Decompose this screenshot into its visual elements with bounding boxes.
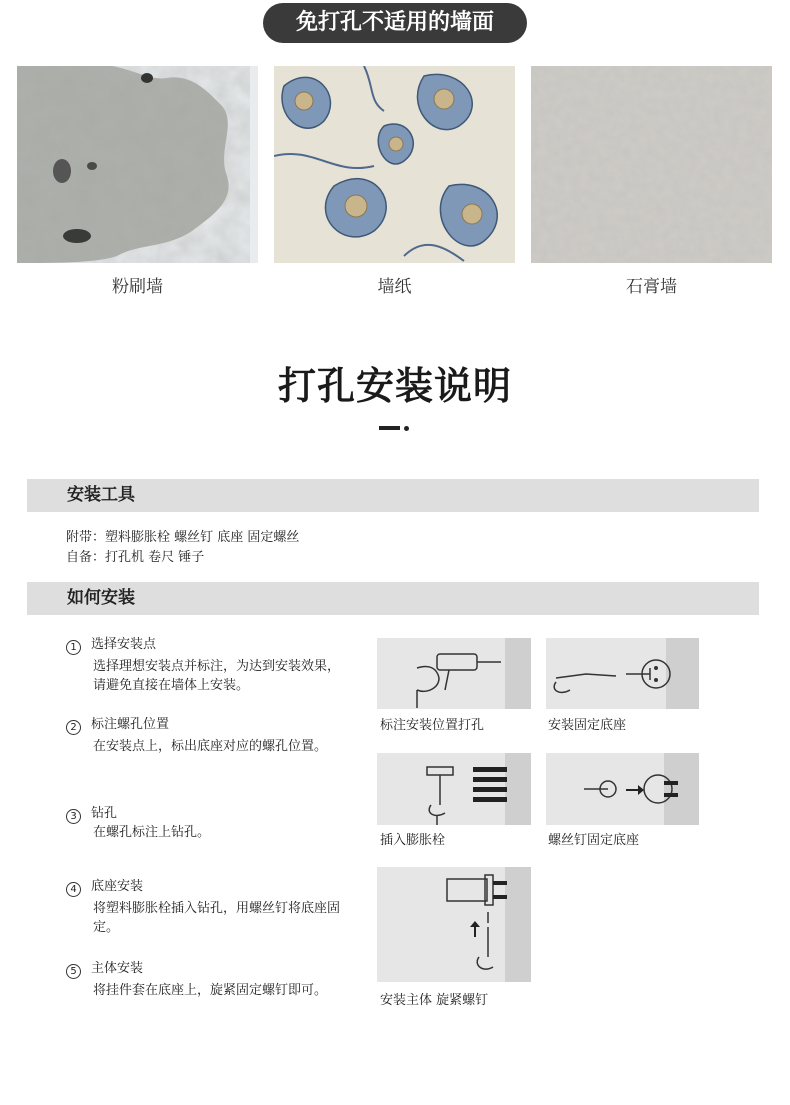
gypsum-wall-label: 石膏墙 — [626, 277, 677, 297]
gypsum-wall-image — [531, 66, 772, 263]
hammer-anchor-illustration — [377, 753, 531, 825]
wallpaper-image — [274, 66, 515, 263]
mount-body-icon — [377, 867, 531, 982]
step-2 — [66, 713, 346, 756]
wallpaper-label: 墙纸 — [377, 277, 412, 297]
included-tools: 附带：塑料膨胀栓 螺丝钉 底座 固定螺丝 — [66, 530, 300, 545]
install-guide-title: 打孔安装说明 — [277, 364, 512, 408]
mount-body-illustration — [377, 867, 531, 982]
hammer-anchor-icon — [377, 753, 531, 825]
screwdriver-base-icon — [546, 638, 699, 709]
tools-heading: 安装工具 — [27, 479, 759, 512]
unsuitable-walls-title: 免打孔不适用的墙面 — [263, 3, 527, 43]
step-number: 2 — [66, 720, 81, 735]
step-title: 主体安装 — [91, 961, 144, 976]
step-description: 在螺孔标注上钻孔。 — [93, 825, 211, 840]
step-3 — [66, 802, 346, 842]
step-number: 3 — [66, 809, 81, 824]
screw-base-illustration — [546, 753, 699, 825]
step-title: 底座安装 — [91, 879, 144, 894]
screw-caption: 螺丝钉固定底座 — [548, 833, 640, 848]
drill-caption: 标注安装位置打孔 — [380, 718, 485, 733]
step-5 — [66, 957, 346, 1000]
step-4 — [66, 875, 346, 937]
mount-caption: 安装主体 旋紧螺钉 — [380, 993, 489, 1008]
self-prepared-tools: 自备：打孔机 卷尺 锤子 — [66, 550, 205, 565]
step-description: 在安装点上，标出底座对应的螺孔位置。 — [93, 739, 328, 754]
step-number: 1 — [66, 640, 81, 655]
install-heading: 如何安装 — [27, 582, 759, 615]
step-1 — [66, 633, 346, 695]
anchor-caption: 插入膨胀栓 — [380, 833, 446, 848]
step-title: 选择安装点 — [91, 637, 157, 652]
step-title: 钻孔 — [91, 806, 118, 821]
step-description: 将挂件套在底座上，旋紧固定螺钉即可。 — [93, 983, 328, 998]
step-number: 5 — [66, 964, 81, 979]
step-title: 标注螺孔位置 — [91, 717, 170, 732]
drill-illustration — [377, 638, 531, 709]
painted-wall-label: 粉刷墙 — [112, 277, 163, 297]
drill-icon — [377, 638, 531, 709]
step-description: 将塑料膨胀栓插入钻孔，用螺丝钉将底座固定。 — [93, 901, 341, 935]
screw-base-icon — [546, 753, 699, 825]
step-description: 选择理想安装点并标注，为达到安装效果，请避免直接在墙体上安装。 — [93, 659, 341, 693]
painted-wall-image — [17, 66, 258, 263]
step-number: 4 — [66, 882, 81, 897]
screwdriver-base-illustration — [546, 638, 699, 709]
base-caption: 安装固定底座 — [548, 718, 627, 733]
title-divider — [379, 426, 411, 432]
